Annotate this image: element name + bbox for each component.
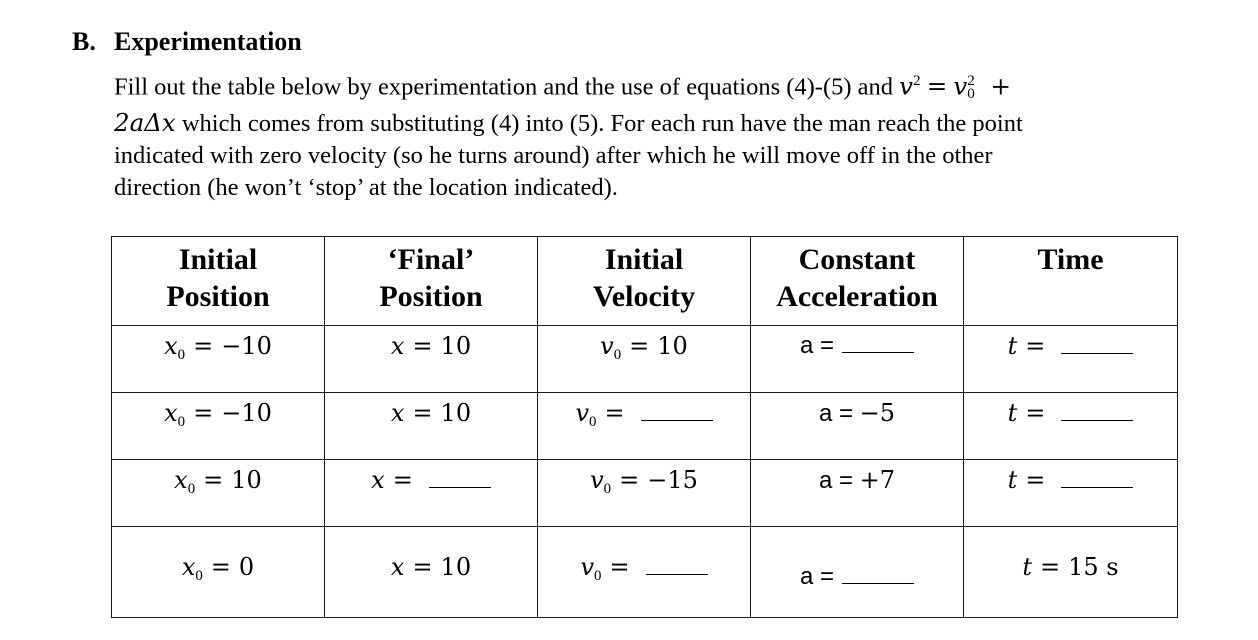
header-time: Time	[964, 237, 1178, 326]
cell-initial-velocity: $v_0$ =	[538, 527, 751, 618]
answer-blank[interactable]	[1061, 402, 1133, 421]
cell-final-position: x = 10	[325, 393, 538, 460]
cell-acceleration: a =	[751, 527, 964, 618]
cell-initial-velocity: $v_0 = -15$	[538, 460, 751, 527]
header-final-position: ‘Final’ Position	[325, 237, 538, 326]
section-heading	[72, 26, 302, 58]
section-label: B.	[72, 27, 96, 56]
header-initial-position: Initial Position	[112, 237, 325, 326]
answer-blank[interactable]	[641, 402, 713, 421]
table-row	[112, 393, 1178, 460]
cell-acceleration: a = −5	[751, 393, 964, 460]
cell-acceleration: a = +7	[751, 460, 964, 527]
cell-time: t =	[964, 326, 1178, 393]
header-constant-acceleration: Constant Acceleration	[751, 237, 964, 326]
cell-initial-velocity: $v_0$ =	[538, 393, 751, 460]
answer-blank[interactable]	[1061, 469, 1133, 488]
instructions-paragraph	[114, 70, 1184, 204]
answer-blank[interactable]	[842, 565, 914, 584]
paragraph-line-1: Fill out the table below by experimentation and the use of equations (4)-(5) and $v^2 = v$ 2 0 +	[114, 71, 1012, 103]
cell-initial-position: $x_0 = 10$	[112, 460, 325, 527]
section-title: Experimentation	[114, 27, 302, 56]
answer-blank[interactable]	[1061, 335, 1133, 354]
cell-time: t = 15 s	[964, 527, 1178, 618]
cell-time: t =	[964, 393, 1178, 460]
table-row	[112, 527, 1178, 618]
cell-initial-position: $x_0 = 0$	[112, 527, 325, 618]
cell-final-position: x = 10	[325, 326, 538, 393]
paragraph-line-4: direction (he won’t ‘stop’ at the location indicated).	[114, 173, 618, 201]
experiment-table	[111, 236, 1178, 618]
cell-final-position: x = 10	[325, 527, 538, 618]
cell-time: t =	[964, 460, 1178, 527]
table-header-row	[112, 237, 1178, 326]
answer-blank[interactable]	[842, 334, 914, 353]
table-row	[112, 326, 1178, 393]
equation-term: 2aΔx	[114, 107, 176, 137]
cell-acceleration: a =	[751, 326, 964, 393]
paragraph-line-3: indicated with zero velocity (so he turns around) after which he will move off in the other	[114, 141, 993, 169]
table-row	[112, 460, 1178, 527]
answer-blank[interactable]	[429, 469, 491, 488]
paragraph-line-2: 2aΔx which comes from substituting (4) into (5). For each run have the man reach the point	[114, 107, 1023, 137]
header-initial-velocity: Initial Velocity	[538, 237, 751, 326]
cell-initial-position: $x_0 = -10$	[112, 393, 325, 460]
answer-blank[interactable]	[646, 556, 708, 575]
cell-initial-position: $x_0 = -10$	[112, 326, 325, 393]
cell-final-position: x =	[325, 460, 538, 527]
cell-initial-velocity: $v_0 = 10$	[538, 326, 751, 393]
